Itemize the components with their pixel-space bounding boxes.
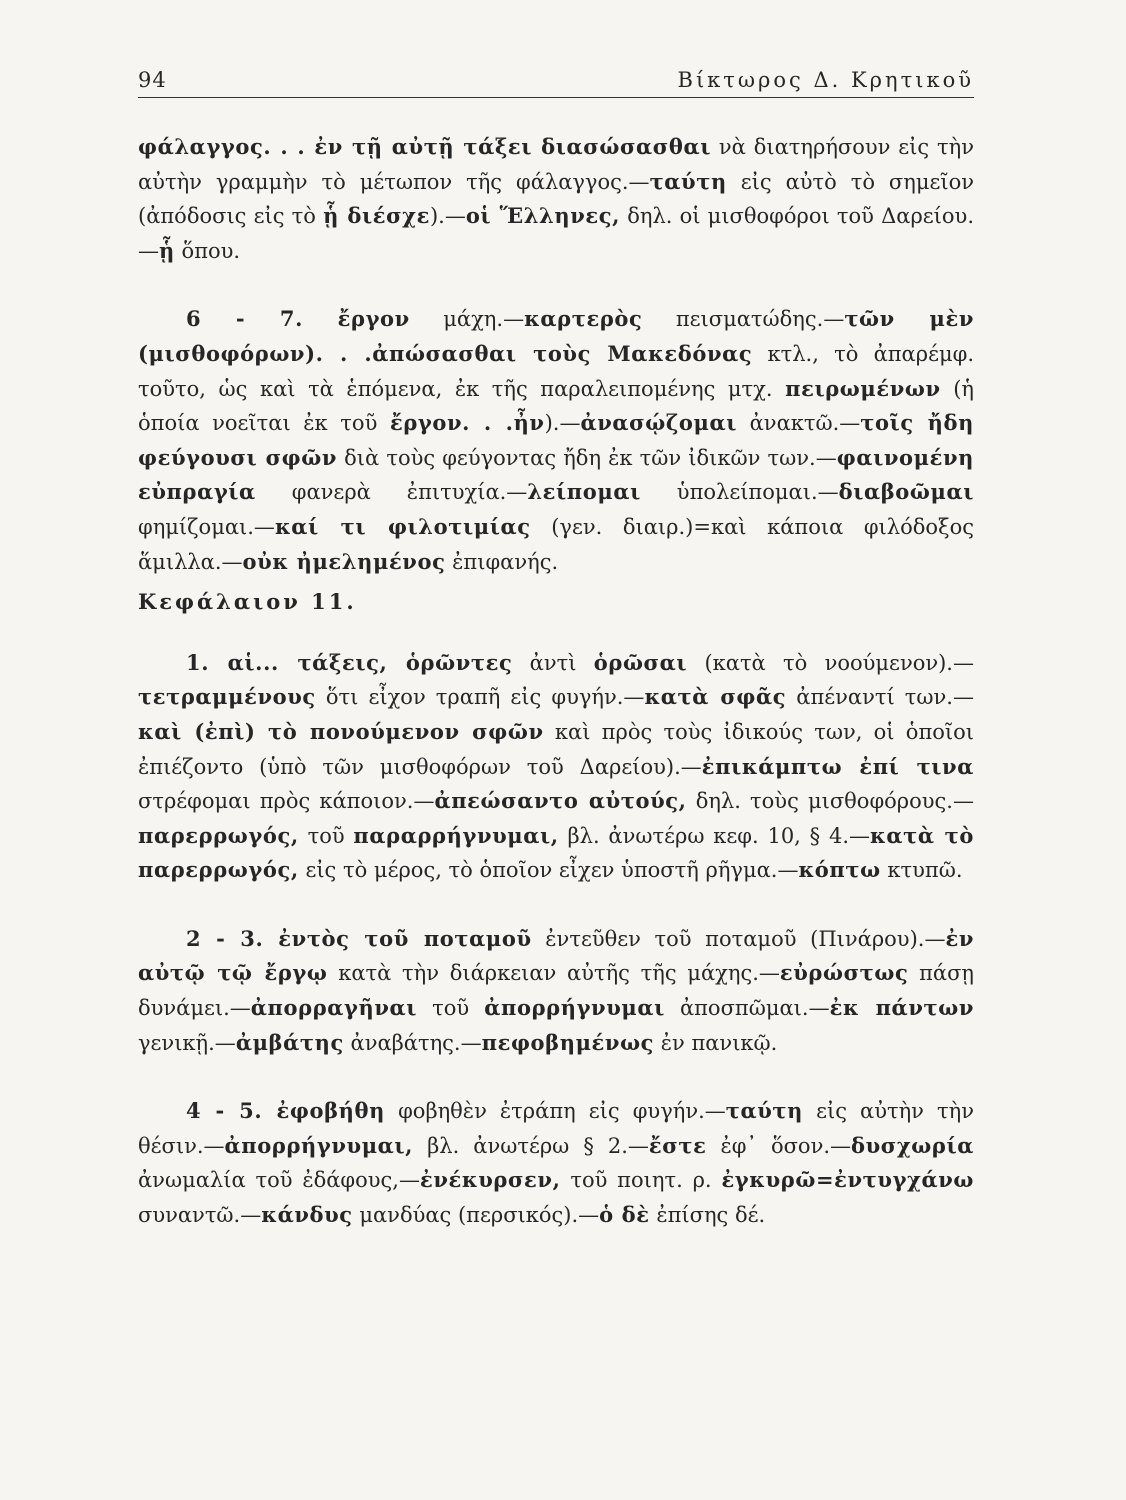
lemma: τετραμμένους	[138, 684, 316, 710]
lemma: φάλαγγος. . . ἐν τῇ αὐτῇ τάξει διασώσασθαι	[138, 134, 712, 159]
gloss: συναντῶ.—	[138, 1203, 262, 1228]
lemma: διαβοῶμαι	[838, 479, 974, 505]
gloss: δηλ. οἱ μισθοφόροι τοῦ Δαρείου.—	[138, 204, 974, 263]
gloss: εἰς αὐτὸ τὸ σημεῖον (ἀπόδοσις εἰς τὸ	[138, 169, 974, 229]
lemma: ἀνασῴζομαι	[580, 410, 737, 436]
gloss: εἰς τὸ μέρος, τὸ ὁποῖον εἶχεν ὑποστῆ ρῆγμα.—	[298, 858, 799, 883]
chapter-heading: Κεφάλαιον 11.	[138, 589, 357, 615]
gloss: ἐπιφανής.	[445, 549, 559, 574]
lemma: οἱ Ἕλληνες,	[465, 203, 621, 229]
gloss: τοῦ ποιητ. ρ.	[560, 1168, 722, 1193]
gloss: μανδύας (περσικός).—	[352, 1203, 600, 1228]
lemma: οὐκ ἠμελημένος	[242, 548, 446, 574]
gloss: ἀντὶ	[512, 650, 594, 675]
lemma: κατὰ τὸ παρερρωγός,	[138, 822, 974, 883]
gloss: κτλ., τὸ ἀπαρέμφ. τοῦτο, ὡς καὶ τὰ ἑπόμενα, ἐκ τῆς παραλειπομένης μτχ.	[138, 341, 974, 401]
lemma: ᾗ	[159, 237, 175, 263]
gloss: νὰ διατηρήσουν εἰς τὴν αὐτὴν γραμμὴν τὸ μέτωπον τῆς φάλαγγος.—	[138, 135, 974, 194]
gloss: ὑπολείπομαι.—	[640, 480, 839, 505]
lemma: πεφοβημένως	[481, 1029, 655, 1055]
lemma: παραρρήγνυμαι,	[353, 822, 559, 848]
lemma: 1. αἱ... τάξεις, ὁρῶντες	[186, 649, 513, 675]
lemma: φαινομένη εὐπραγία	[138, 444, 974, 505]
gloss: ἀνωμαλία τοῦ ἐδάφους,—	[138, 1168, 420, 1193]
lemma: ἀμβάτης	[235, 1029, 344, 1055]
gloss: διὰ τοὺς φεύγοντας ἤδη ἐκ τῶν ἰδικῶν των.—	[337, 445, 837, 470]
gloss: ἐφ᾽ ὅσον.—	[706, 1133, 852, 1158]
gloss: τοῦ	[417, 996, 485, 1021]
lemma: καὶ (ἐπὶ) τὸ πονούμενον σφῶν	[138, 718, 544, 744]
lemma: λείπομαι	[527, 479, 641, 505]
gloss: στρέφομαι πρὸς κάποιον.—	[138, 789, 435, 814]
gloss: ἀνακτῶ.—	[737, 411, 861, 436]
header-rule	[138, 97, 974, 98]
lemma: ὁρῶσαι	[593, 649, 688, 675]
gloss: ).—	[429, 204, 466, 229]
lemma: 4 - 5. ἐφοβήθη	[186, 1098, 386, 1124]
gloss: πάσῃ δυνάμει.—	[138, 961, 975, 1021]
gloss: μάχη.—	[409, 307, 525, 332]
page-number: 94	[138, 68, 167, 92]
gloss: ἀναβάτης.—	[343, 1030, 482, 1055]
lemma: πειρωμένων	[785, 375, 941, 401]
gloss: ἀπέναντί των.—	[786, 685, 974, 710]
lemma: ἀπεώσαντο αὐτούς,	[434, 788, 687, 814]
gloss: τοῦ	[298, 823, 354, 848]
gloss: ἀποσπῶμαι.—	[664, 996, 830, 1021]
commentary-body	[138, 130, 974, 1233]
lemma: κάνδυς	[261, 1202, 353, 1228]
paragraph-2-3	[138, 922, 974, 1060]
gloss: ἐν πανικῷ.	[654, 1030, 778, 1055]
gloss: πεισματώδης.—	[642, 307, 845, 332]
lemma: ἔστε	[648, 1132, 707, 1158]
paragraph-6-7	[138, 302, 974, 579]
lemma: ᾗ διέσχε	[323, 203, 430, 229]
gloss: ὅπου.	[174, 238, 241, 263]
gloss: εἰς αὐτὴν τὴν θέσιν.—	[138, 1099, 974, 1158]
gloss: δηλ. τοὺς μισθοφόρους.—	[686, 789, 974, 814]
gloss: ἐντεῦθεν τοῦ ποταμοῦ (Πινάρου).—	[531, 926, 946, 951]
lemma: δυσχωρία	[851, 1132, 974, 1158]
lemma: ἀπορραγῆναι	[250, 995, 418, 1021]
lemma: ἐπικάμπτω ἐπί τινα	[701, 753, 974, 779]
lemma: ταύτη	[725, 1098, 804, 1124]
lemma: καί τι φιλοτιμίας	[274, 513, 531, 539]
lemma: ταύτη	[649, 168, 727, 194]
gloss: κατὰ τὴν διάρκειαν αὐτῆς τῆς μάχης.—	[327, 961, 780, 986]
page-header	[138, 68, 974, 92]
gloss: γενικῇ.—	[138, 1030, 236, 1055]
lemma: καρτερὸς	[524, 306, 643, 332]
paragraph-1	[138, 130, 974, 268]
gloss: (ἡ ὁποία νοεῖται ἐκ τοῦ	[138, 376, 974, 436]
gloss: φοβηθὲν ἐτράπη εἰς φυγήν.—	[385, 1099, 726, 1124]
gloss: (κατὰ τὸ νοούμενον).—	[687, 650, 974, 675]
lemma: ἀπορρήγνυμαι,	[224, 1132, 414, 1158]
lemma: ἐκ πάντων	[829, 995, 974, 1021]
gloss: ἐπίσης δέ.	[649, 1203, 766, 1228]
gloss: ).—	[544, 411, 581, 436]
gloss: βλ. ἀνωτέρω κεφ. 10, § 4.—	[558, 823, 871, 848]
lemma: ἐν αὐτῷ τῷ ἔργῳ	[138, 925, 974, 986]
lemma: ἐγκυρῶ=ἐντυγχάνω	[721, 1167, 974, 1193]
gloss: φημίζομαι.—	[138, 514, 275, 539]
lemma: κόπτω	[798, 857, 881, 883]
lemma: 2 - 3. ἐντὸς τοῦ ποταμοῦ	[186, 925, 532, 951]
lemma: τῶν μὲν (μισθοφόρων). . .ἀπώσασθαι τοὺς Μακεδόνας	[138, 306, 974, 366]
lemma: ἐνέκυρσεν,	[419, 1167, 561, 1193]
lemma: ὁ δὲ	[599, 1202, 650, 1228]
running-title: Βίκτωρος Δ. Κρητικοῦ	[677, 68, 974, 92]
gloss: καὶ πρὸς τοὺς ἰδικούς των, οἱ ὁποῖοι ἐπιέζοντο (ὑπὸ τῶν μισθοφόρων τοῦ Δαρείου).—	[138, 719, 974, 779]
lemma: παρερρωγός,	[138, 822, 299, 848]
gloss: ὅτι εἶχον τραπῆ εἰς φυγήν.—	[315, 685, 645, 710]
gloss: φανερὰ ἐπιτυχία.—	[255, 480, 528, 505]
lemma: ἔργον. . .ἦν	[389, 410, 545, 436]
gloss: κτυπῶ.	[880, 858, 963, 883]
lemma: εὐρώστως	[779, 960, 909, 986]
lemma: κατὰ σφᾶς	[644, 684, 787, 710]
lemma: τοῖς ἤδη φεύγουσι σφῶν	[138, 410, 974, 470]
gloss: (γεν. διαιρ.)=καὶ κάποια φιλόδοξος ἅμιλλα.—	[138, 514, 974, 574]
lemma: 6 - 7. ἔργον	[186, 306, 410, 332]
paragraph-4-5	[138, 1094, 974, 1232]
paragraph-1-chapter-11	[138, 646, 974, 888]
lemma: ἀπορρήγνυμαι	[484, 995, 665, 1021]
gloss: βλ. ἀνωτέρω § 2.—	[413, 1133, 649, 1158]
